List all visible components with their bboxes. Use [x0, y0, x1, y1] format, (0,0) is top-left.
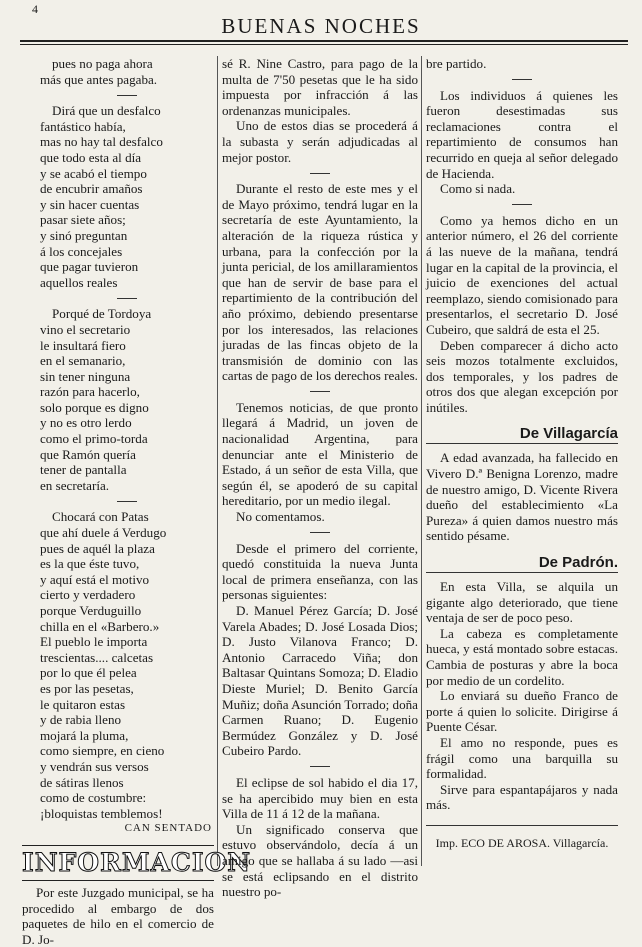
poem-line: y sin hacer cuentas — [40, 196, 140, 212]
column-divider — [217, 56, 218, 866]
poem-line: y sinó preguntan — [40, 227, 128, 243]
poem-line: y vendrán sus versos — [40, 758, 149, 774]
poem-line: le insultará fiero — [40, 337, 126, 353]
poem-line: de encubrir amaños — [40, 181, 143, 197]
poem-line: pues no paga ahora — [52, 56, 153, 71]
news-paragraph: En esta Villa, se alquila un gigante algo deteriorado, que tiene ventaja de ser de poco peso. — [426, 579, 618, 626]
poem-line: fantástico había, — [40, 118, 126, 134]
news-paragraph: El amo no responde, pues es frágil como una barquilla su formalidad. — [426, 734, 618, 782]
poem-line: es la que éste tuvo, — [40, 556, 140, 572]
separator-dash — [222, 387, 418, 395]
poem-line: mas no hay tal desfalco — [40, 134, 163, 150]
poem-line: tener de pantalla — [40, 462, 127, 478]
poem-line: y se acabó el tiempo — [40, 165, 147, 181]
poem-line: como de costumbre: — [40, 790, 147, 806]
poem-line: como el primo-torda — [40, 431, 148, 447]
poem-line: y aquí está el motivo — [40, 571, 150, 587]
news-paragraph: Como si nada. — [440, 181, 516, 197]
poem-line: que pagar tuvieron — [40, 259, 139, 275]
news-paragraph: Como ya hemos dicho en un anterior número, el 26 del corriente á las nueve de la mañana, tendrá lugar en la capital de la provincia, el juicio de exenciones del actual reemplazo, siendo comisionado para presentarlos, el secretario D. José Cubeiro, que saldrá de esta el 25. — [426, 212, 618, 337]
news-paragraph: Uno de estos dias se procederá á la subasta y serán adjudicadas al mejor postor. — [222, 118, 418, 165]
poem-line: mojará la pluma, — [40, 727, 129, 743]
poem-line: Porqué de Tordoya — [52, 306, 152, 322]
column-1 — [22, 56, 252, 947]
news-paragraph: sé R. Nine Castro, para pago de la multa de 7'50 pesetas que le ha sido impuesta por infracción á las ordenanzas municipales. — [222, 56, 418, 118]
poem — [22, 56, 214, 821]
poem-line: como siempre, en cieno — [40, 743, 165, 759]
poem-line: cierto y verdadero — [40, 587, 136, 603]
section-rule — [426, 572, 618, 573]
masthead-title: BUENAS NOCHES — [221, 14, 421, 38]
header-rule — [20, 40, 628, 42]
poem-line: chilla en el «Barbero.» — [40, 618, 160, 634]
separator-dash — [426, 200, 618, 208]
news-paragraph: No comentamos. — [236, 509, 325, 525]
column-divider — [421, 56, 422, 866]
section-title-padron: De Padrón. — [538, 554, 618, 572]
poem-line: Chocará con Patas — [52, 509, 149, 525]
poem-line: de sátiras llenos — [40, 774, 124, 790]
info-paragraph: Por este Juzgado municipal, se ha procedido al embargo de dos paquetes de hilo en el comercio de D. Jo- — [22, 884, 214, 947]
poem-line: que Ramón quería — [40, 446, 136, 462]
poem-line: á los concejales — [40, 243, 123, 259]
news-paragraph: Los individuos á quienes les fueron desestimadas sus reclamaciones contra el repartimiento de consumos han recurrido en queja al señor delegado de Hacienda. — [426, 87, 618, 181]
separator-dash — [40, 496, 214, 504]
poem-line: trescientas.... calcetas — [40, 649, 154, 665]
news-paragraph: Deben comparecer á dicho acto seis mozos totalmente excluidos, dos temporales, y los padres de otros dos que alegan excepción por inútiles. — [426, 337, 618, 415]
poem-line: pasar siete años; — [40, 212, 126, 228]
poem-line: es por las pesetas, — [40, 680, 134, 696]
separator-dash — [222, 762, 418, 770]
page-header — [0, 0, 642, 46]
news-paragraph: Tenemos noticias, de que pronto llegará á Madrid, un joven de nacionalidad Argentina, para denunciar ante el Ministerio de Estado, á un señor de esta Villa, que según él, se apoderó de su capital hereditario, por un medio ilegal. — [222, 399, 418, 509]
separator-dash — [222, 168, 418, 176]
header-rule-thin — [20, 44, 628, 45]
poem-line: Dirá que un desfalco — [52, 103, 161, 119]
separator-dash — [426, 75, 618, 83]
news-paragraph: Un significado conserva que estuvo observándolo, decía á un amigo que se hallaba á su lado —asi se está eclipsando en el distrito nuestro po- — [222, 821, 418, 900]
news-paragraph: A edad avanzada, ha fallecido en Vivero D.ª Benigna Lorenzo, madre de nuestro amigo, D. Vicente Rivera dueño del establecimiento «La Pureza» á quien damos nuestro más sentido pésame. — [426, 450, 618, 544]
poem-line: solo porque es digno — [40, 399, 149, 415]
poem-line: le quitaron estas — [40, 696, 126, 712]
poem-line: porque Verduguillo — [40, 603, 142, 618]
page-mark: 4 — [32, 2, 38, 16]
separator-dash — [40, 90, 214, 98]
poem-line: pues de aquél la plaza — [40, 540, 155, 556]
poem-line: vino el secretario — [40, 321, 131, 337]
poem-line: en el semanario, — [40, 353, 126, 369]
poem-line: por lo que él pelea — [40, 665, 137, 681]
poem-line: que todo esta al día — [40, 149, 142, 165]
imprint-line: Imp. ECO DE AROSA. Villagarcía. — [426, 825, 618, 852]
section-rule — [426, 443, 618, 444]
section-title-informacion: INFORMACION — [22, 845, 214, 881]
separator-dash — [222, 528, 418, 536]
news-paragraph: Sirve para espantapájaros y nada más. — [426, 781, 618, 813]
news-paragraph: D. Manuel Pérez García; D. José Varela Abades; D. José Losada Dios; D. Justo Vilanova Franco; D. Antonio Carracedo Viña; don Baltasar Quintans Somoza; D. Eladio Dieste Muriel; D. Benito García Muñiz; doña Asunción Torrado; doña Carmen Ruano; D. Eugenio Bermúdez González y D. José Cubeiro Pardo. — [222, 603, 419, 759]
poem-line: aquellos reales — [40, 274, 118, 290]
poem-line: que ahí duele á Verdugo — [40, 525, 167, 541]
poem-line: ¡bloquistas temblemos! — [40, 805, 163, 821]
news-paragraph: bre partido. — [426, 56, 487, 71]
column-3 — [426, 56, 618, 852]
poem-signature: CAN SENTADO — [124, 822, 212, 835]
poem-line: sin tener ninguna — [40, 368, 131, 384]
poem-line: y de rabia lleno — [40, 712, 122, 728]
poem-line: y no es otro lerdo — [40, 415, 132, 431]
news-paragraph: El eclipse de sol habido el dia 17, se ha apercibido muy bien en esta Villa de 11 á 12 de la mañana. — [222, 774, 418, 822]
news-paragraph: Desde el primero del corriente, quedó constituida la nueva Junta local de primera enseñanza, con las personas siguientes: — [222, 540, 418, 603]
section-title-villagarcia: De Villagarcía — [519, 425, 618, 443]
poem-line: El pueblo le importa — [40, 634, 148, 650]
column-2 — [222, 56, 418, 900]
news-paragraph: Durante el resto de este mes y el de Mayo próximo, tendrá lugar en la secretaría de este Ayuntamiento, la alteración de la riqueza rústica y urbana, para la confección por la junta pericial, de los amillaramientos que han de servir de base para el repartimiento de la contribución del año próximo, debiendo presentarse por los interesados, las relaciones juradas de las fincas objeto de la transmisión de dominio con las cartas de pago de los derechos reales. — [222, 181, 418, 384]
poem-line: en secretaría. — [40, 477, 110, 493]
poem-line: más que antes pagaba. — [40, 71, 158, 87]
news-paragraph: Lo enviará su dueño Franco de porte á quien lo solicite. Dirigirse á Puente César. — [426, 688, 618, 735]
separator-dash — [40, 293, 214, 301]
news-paragraph: La cabeza es completamente hueca, y está montado sobre estacas. Cambia de posturas y abre la boca por medio de un cordelito. — [426, 625, 618, 688]
poem-line: razón para hacerlo, — [40, 384, 140, 400]
